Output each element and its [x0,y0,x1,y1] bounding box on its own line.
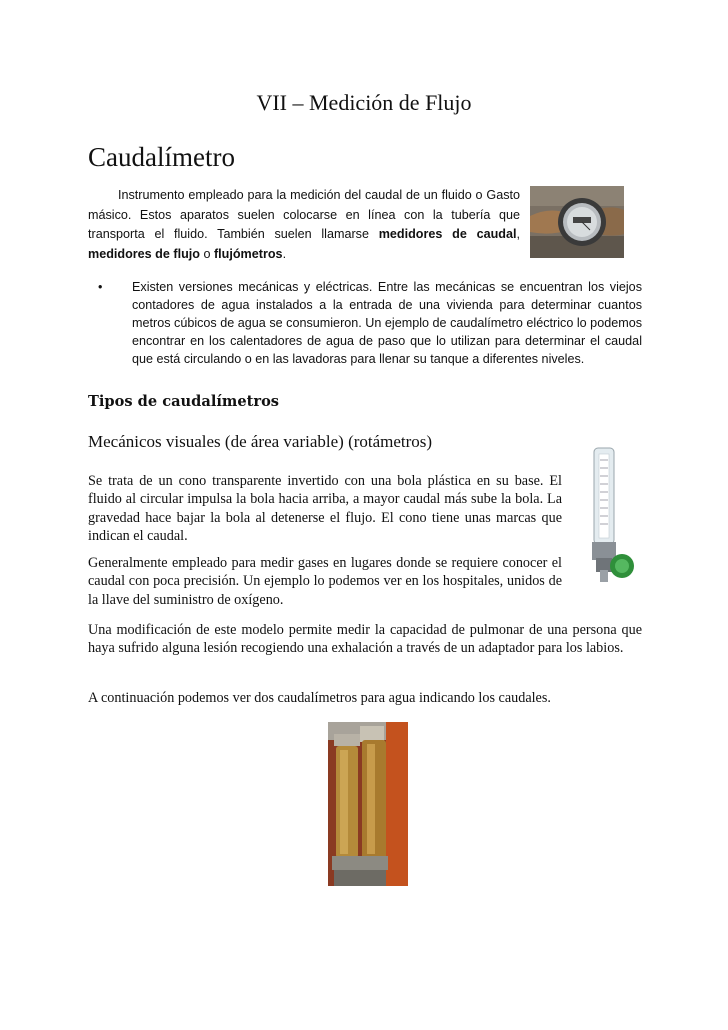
intro-separator: o [199,246,214,261]
paragraph-modificacion: Una modificación de este modelo permite medir la capacidad de pulmonar de una persona que haya sufrido alguna lesión recogiendo una exhalación a través de un adaptador para los labios. [88,622,642,657]
bullet-text: Existen versiones mecánicas y eléctricas. Entre las mecánicas se encuentran los viejos contadores de agua instalados a la entrada de una vivienda para determinar cuantos metros cúbicos de agua se consumieron. Un ejemplo de caudalímetro eléctrico lo podemos encontrar en los calentadores de agua de paso que lo utilizan para determinar el caudal que está circulando o en las lavadoras para llenar su tanque a diferentes niveles. [132,280,642,366]
rotameter-image [578,446,640,584]
water-meter-image [530,186,624,258]
section-heading-tipos: Tipos de caudalímetros [88,393,280,410]
water-flowmeters-image [328,722,408,886]
intro-separator: , [516,227,520,241]
term-medidores-de-caudal: medidores de caudal [378,227,517,241]
intro-text: Instrumento empleado para la medición del caudal de un fluido o Gasto másico. Estos aparatos suelen colocarse en línea con la tubería que transporta el fluido. También suelen llamarse [88,188,520,241]
paragraph-gases: Generalmente empleado para medir gases en lugares donde se requiere conocer el caudal con poca precisión. Un ejemplo lo podemos ver en los hospitales, unidos de la llave del suministro de oxígeno. [88,555,562,608]
paragraph-continuacion: A continuación podemos ver dos caudalímetros para agua indicando los caudales. [88,690,551,706]
intro-paragraph [88,186,520,264]
document-title: VII – Medición de Flujo [256,90,472,115]
section-heading-caudalimetro: Caudalímetro [88,142,235,172]
term-flujometros: flujómetros [213,246,283,261]
subheading-mecanicos: Mecánicos visuales (de área variable) (rotámetros) [88,432,433,451]
bullet-item [98,278,642,368]
bullet-symbol: • [98,280,103,294]
paragraph-cono: Se trata de un cono transparente invertido con una bola plástica en su base. El fluido al circular impulsa la bola hacia arriba, a mayor caudal más sube la bola. La gravedad hace bajar la bola al detenerse el flujo. El cono tiene unas marcas que indican el caudal. [88,473,562,544]
intro-end: . [282,246,287,261]
term-medidores-de-flujo: medidores de flujo [88,246,200,261]
